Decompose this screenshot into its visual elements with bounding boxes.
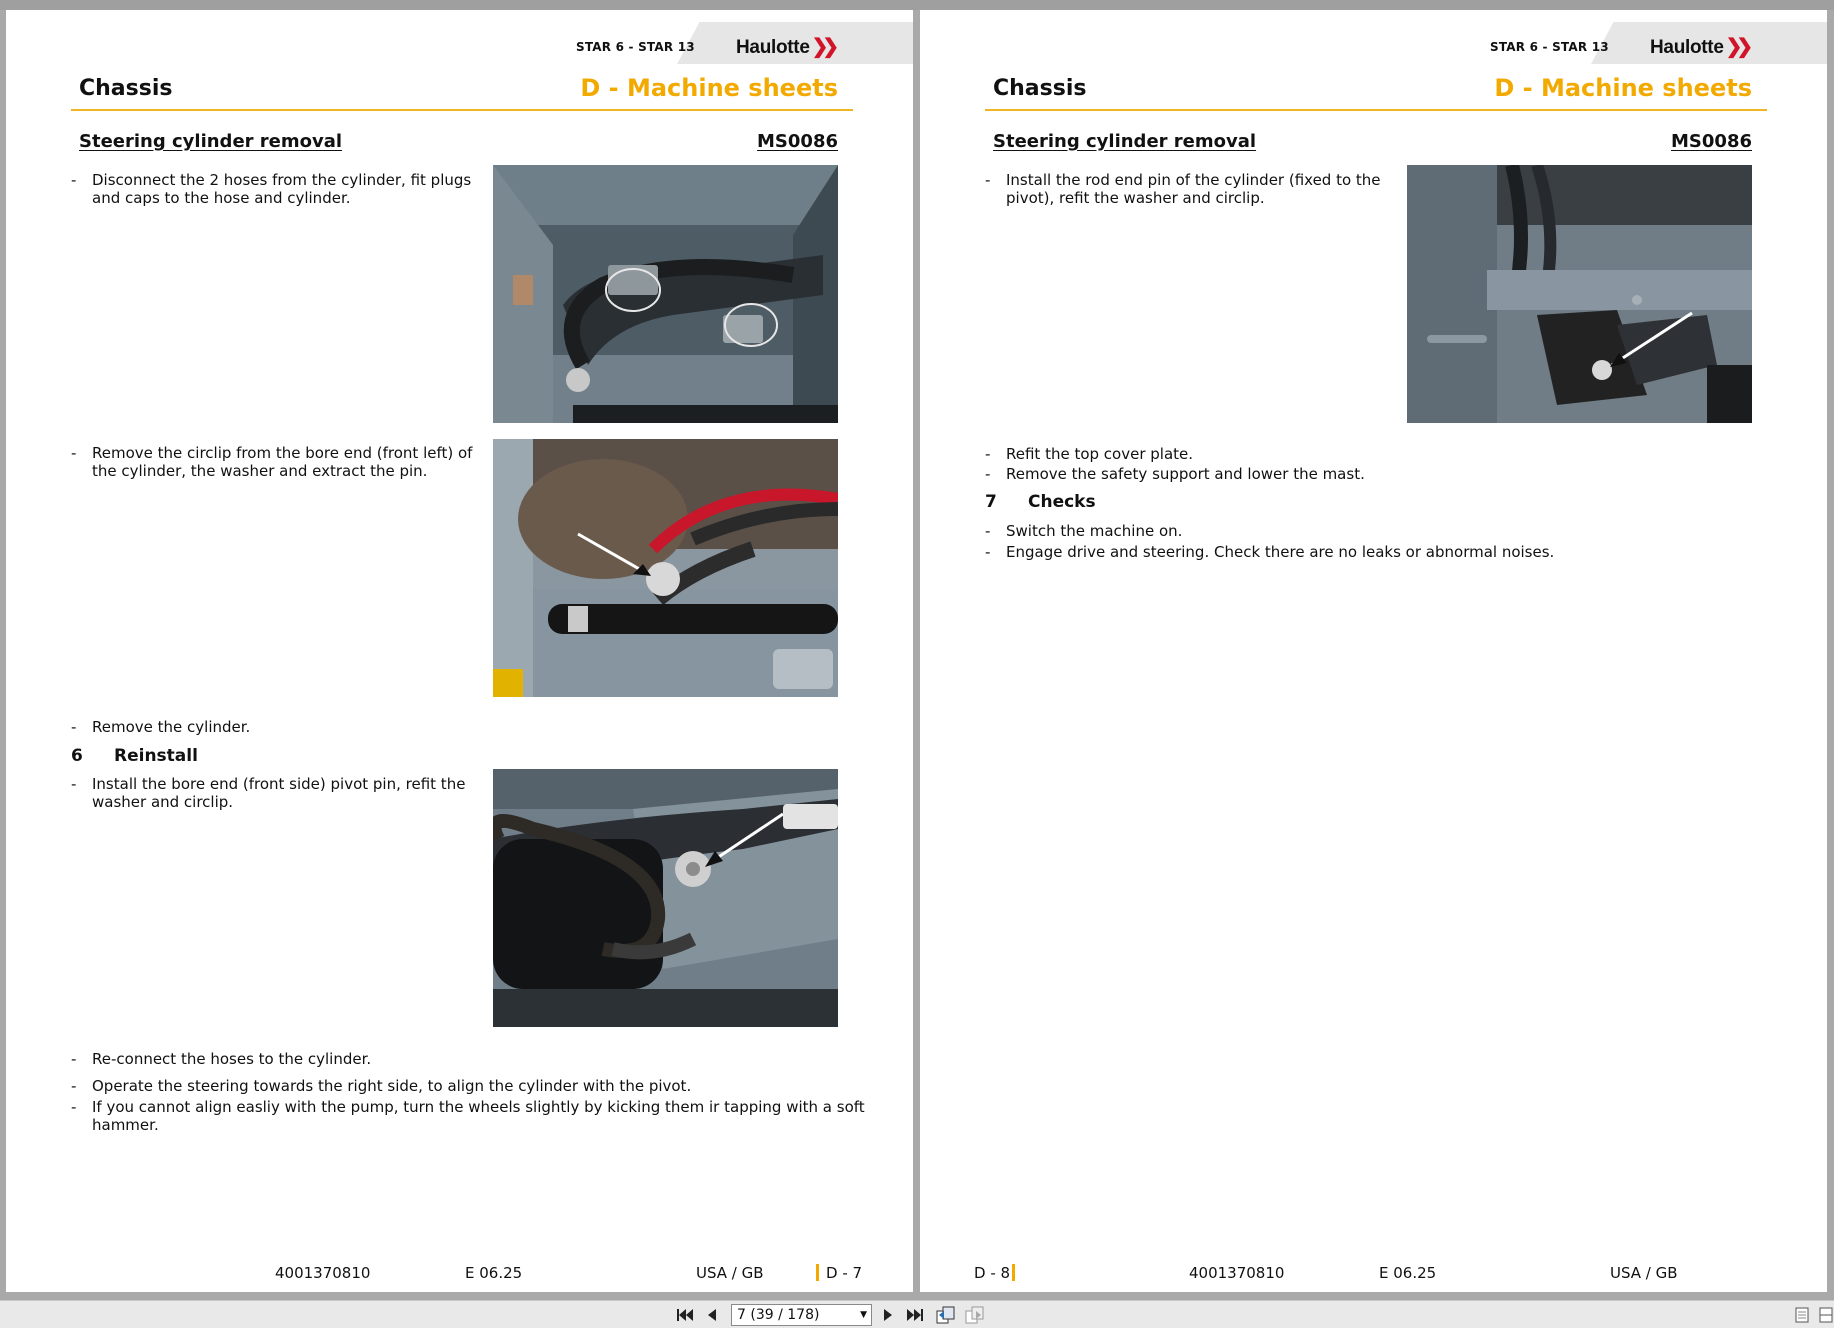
header-divider — [985, 109, 1767, 111]
previous-page-button[interactable] — [702, 1306, 722, 1324]
single-page-icon — [1795, 1307, 1809, 1323]
single-page-view-button[interactable] — [1792, 1306, 1812, 1324]
section-title: D - Machine sheets — [1494, 74, 1752, 102]
footer-docnum: 4001370810 — [275, 1264, 371, 1282]
go-forward-view-button[interactable] — [965, 1306, 985, 1324]
footer-page-number: D - 7 — [826, 1264, 863, 1282]
page-number-value: 7 (39 / 178) — [737, 1307, 820, 1323]
model-label: STAR 6 - STAR 13 — [576, 40, 695, 54]
continuous-pages-icon — [1819, 1307, 1833, 1323]
sheet-code: MS0086 — [1671, 131, 1752, 152]
first-page-icon — [676, 1307, 694, 1323]
page-number-select[interactable] — [731, 1304, 872, 1326]
sheet-code: MS0086 — [757, 131, 838, 152]
continuous-view-button[interactable] — [1816, 1306, 1834, 1324]
photo-hoses-disconnect — [493, 165, 838, 423]
back-view-icon — [936, 1306, 956, 1324]
haulotte-logo: Haulotte ❯❯ — [736, 36, 834, 58]
subsection-title: Steering cylinder removal — [993, 131, 1257, 152]
page-title: Chassis — [79, 76, 173, 101]
page-d7: STAR 6 - STAR 13 Haulotte ❯❯ Chassis D - Machine sheets Steering cylinder removal MS0086 - Disconnect the 2 hoses from the cylinder, fit plugs and caps to the hose and cylinder. - Remove the circlip from the bore end (front left) of the cylinder, the washer and extract the pin. - Remove the cylinder. 6 Reinstall - Install the bore end (front side) pivot pin, refit the washer and circlip. - Re-connect the hoses to the cylinder. - Operate the steering towards the right side, to align the cylinder with the pivot. - If you cannot align easliy with the pump, turn the wheels slightly by kicking them ir tapping with a soft hammer. 4001370810 E 06.25 USA / GB D - 7 — [6, 10, 913, 1292]
last-page-button[interactable] — [905, 1306, 925, 1324]
header-divider — [71, 109, 853, 111]
footer-accent-bar — [816, 1264, 819, 1281]
footer-page-number: D - 8 — [974, 1264, 1011, 1282]
logo-chevrons-icon: ❯❯ — [1725, 36, 1748, 58]
footer-accent-bar — [1012, 1264, 1015, 1281]
footer-docnum: 4001370810 — [1189, 1264, 1285, 1282]
previous-page-icon — [706, 1307, 718, 1323]
navigation-toolbar — [0, 1300, 1834, 1328]
last-page-icon — [906, 1307, 924, 1323]
footer-edition: E 06.25 — [465, 1264, 523, 1282]
forward-view-icon — [965, 1306, 985, 1324]
subsection-title: Steering cylinder removal — [79, 131, 343, 152]
model-label: STAR 6 - STAR 13 — [1490, 40, 1609, 54]
photo-rod-end-pin — [1407, 165, 1752, 423]
page-d8: STAR 6 - STAR 13 Haulotte ❯❯ Chassis D - Machine sheets Steering cylinder removal MS0086 - Install the rod end pin of the cylinder (fixed to the pivot), refit the washer and circlip. - Refit the top cover plate. - Remove the safety support and lower the mast. 7 Checks - Switch the machine on. - Engage drive and steering. Check there are no leaks or abnormal noises. D - 8 4001370810 E 06.25 USA / GB — [920, 10, 1827, 1292]
section-title: D - Machine sheets — [580, 74, 838, 102]
dropdown-arrow-icon: ▼ — [860, 1310, 867, 1320]
photo-pivot-pin — [493, 769, 838, 1027]
next-page-icon — [882, 1307, 894, 1323]
photo-circlip-bore-end — [493, 439, 838, 697]
go-back-view-button[interactable] — [936, 1306, 956, 1324]
first-page-button[interactable] — [675, 1306, 695, 1324]
next-page-button[interactable] — [878, 1306, 898, 1324]
footer-region: USA / GB — [1610, 1264, 1678, 1282]
viewer-top-edge — [0, 0, 1834, 10]
footer-edition: E 06.25 — [1379, 1264, 1437, 1282]
page-title: Chassis — [993, 76, 1087, 101]
footer-region: USA / GB — [696, 1264, 764, 1282]
logo-chevrons-icon: ❯❯ — [811, 36, 834, 58]
haulotte-logo: Haulotte ❯❯ — [1650, 36, 1748, 58]
